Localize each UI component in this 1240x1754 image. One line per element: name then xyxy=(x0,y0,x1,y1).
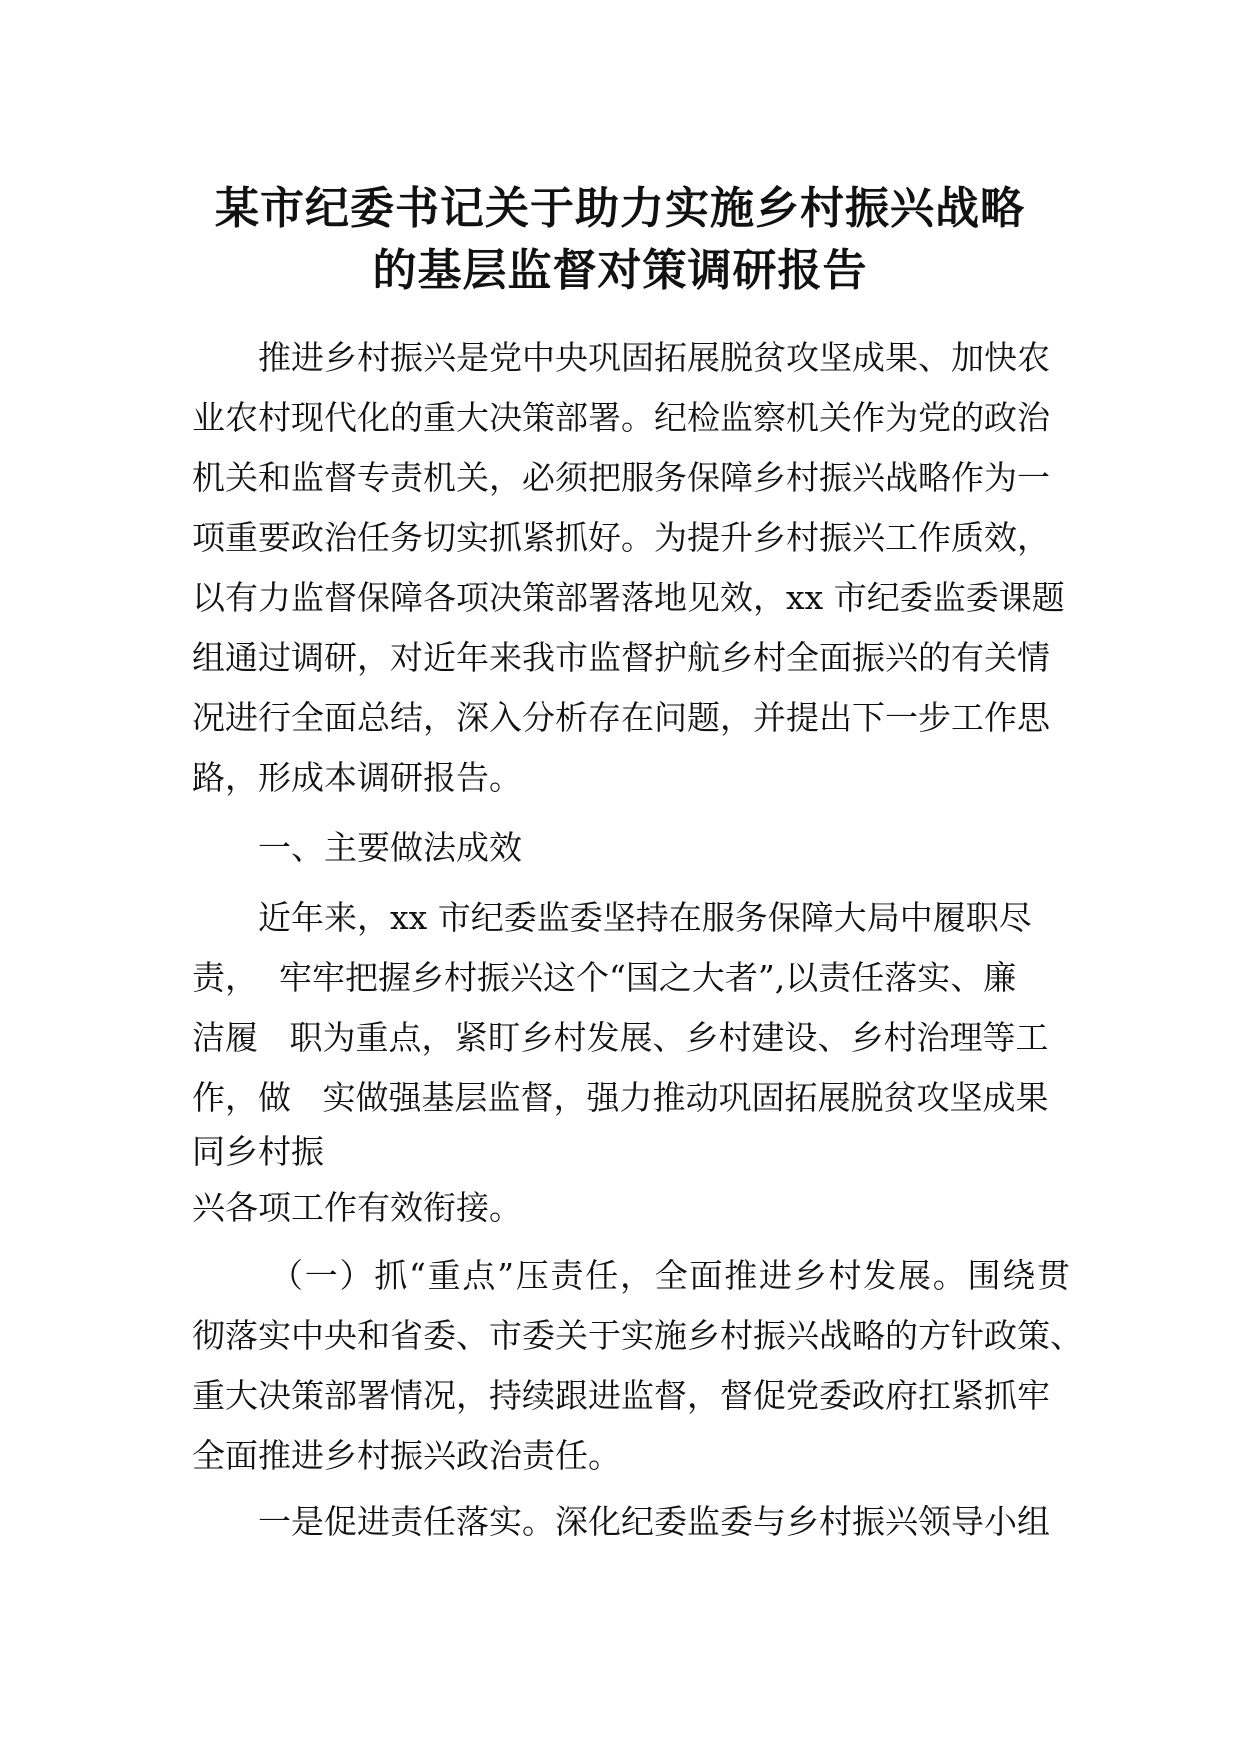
body-line: 作，做 实做强基层监督，强力推动巩固拓展脱贫攻坚成果 xyxy=(192,1078,1049,1117)
body-line: 近年来，xx 市纪委监委坚持在服务保障大局中履职尽 xyxy=(258,898,1032,937)
body-line: 况进行全面总结，深入分析存在问题，并提出下一步工作思 xyxy=(192,698,1050,737)
body-line: 业农村现代化的重大决策部署。纪检监察机关作为党的政治 xyxy=(192,398,1050,437)
body-line: 全面推进乡村振兴政治责任。 xyxy=(192,1436,621,1475)
body-line: 路，形成本调研报告。 xyxy=(192,758,522,797)
document-title-line-2: 的基层监督对策调研报告 xyxy=(372,245,868,296)
body-line: 同乡村振 xyxy=(192,1132,324,1171)
body-line: 彻落实中央和省委、市委关于实施乡村振兴战略的方针政策、 xyxy=(192,1316,1083,1355)
body-line: 一是促进责任落实。深化纪委监委与乡村振兴领导小组 xyxy=(258,1502,1050,1541)
body-line: 重大决策部署情况，持续跟进监督，督促党委政府扛紧抓牢 xyxy=(192,1376,1050,1415)
document-title-line-1: 某市纪委书记关于助力实施乡村振兴战略 xyxy=(215,183,1025,234)
body-line: 洁履 职为重点，紧盯乡村发展、乡村建设、乡村治理等工 xyxy=(192,1018,1049,1057)
body-line: 组通过调研，对近年来我市监督护航乡村全面振兴的有关情 xyxy=(192,638,1050,677)
subsection-heading: （一）抓“重点”压责任，全面推进乡村发展。围绕贯 xyxy=(270,1256,1070,1295)
body-line: 推进乡村振兴是党中央巩固拓展脱贫攻坚成果、加快农 xyxy=(258,338,1050,377)
body-line: 机关和监督专责机关，必须把服务保障乡村振兴战略作为一 xyxy=(192,458,1050,497)
body-line: 以有力监督保障各项决策部署落地见效，xx 市纪委监委课题 xyxy=(192,578,1065,617)
section-heading: 一、主要做法成效 xyxy=(258,828,522,867)
body-line: 项重要政治任务切实抓紧抓好。为提升乡村振兴工作质效， xyxy=(192,518,1050,557)
body-line: 兴各项工作有效衔接。 xyxy=(192,1188,522,1227)
body-line: 责， 牢牢把握乡村振兴这个“国之大者”,以责任落实、廉 xyxy=(192,958,1017,997)
